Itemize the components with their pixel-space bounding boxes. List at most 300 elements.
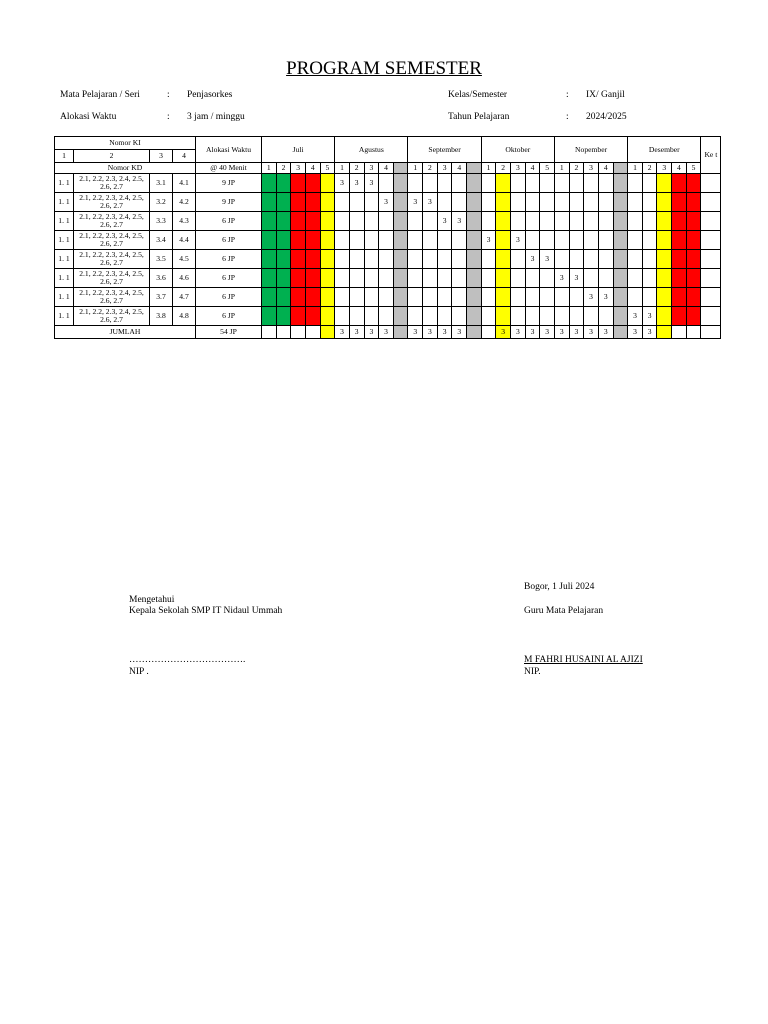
subject-label: Mata Pelajaran / Seri: [60, 90, 140, 100]
week-cell: [379, 288, 394, 307]
week-cell: [672, 250, 687, 269]
week-number: 1: [554, 163, 569, 174]
time-colon: :: [167, 112, 170, 122]
week-cell: [276, 269, 291, 288]
page-title: PROGRAM SEMESTER: [286, 58, 482, 79]
year-label: Tahun Pelajaran: [448, 112, 510, 122]
week-cell: [335, 288, 350, 307]
week-cell: [408, 231, 423, 250]
week-cell: [598, 250, 613, 269]
week-cell: [598, 231, 613, 250]
week-cell: [569, 250, 584, 269]
ki4-cell: 4.8: [173, 307, 196, 326]
week-cell: [262, 269, 277, 288]
week-cell: 3: [511, 231, 526, 250]
week-cell: [379, 231, 394, 250]
week-cell: [496, 269, 511, 288]
ki3-cell: 3.3: [150, 212, 173, 231]
week-cell: 3: [364, 174, 379, 193]
week-cell: [686, 193, 701, 212]
week-cell: [496, 250, 511, 269]
total-week-cell: [613, 326, 628, 339]
program-semester-table: [54, 136, 721, 339]
week-cell: [613, 193, 628, 212]
week-cell: [686, 250, 701, 269]
week-cell: [335, 269, 350, 288]
week-cell: [584, 193, 599, 212]
total-week-cell: 3: [335, 326, 350, 339]
jp-cell: 9 JP: [196, 193, 262, 212]
week-cell: [320, 174, 335, 193]
week-cell: [540, 174, 555, 193]
week-cell: [554, 250, 569, 269]
week-cell: 3: [335, 174, 350, 193]
ket-cell: [701, 250, 721, 269]
week-cell: [452, 193, 467, 212]
week-cell: [393, 212, 408, 231]
ki2-cell: 2.1, 2.2, 2.3, 2.4, 2.5, 2.6, 2.7: [74, 212, 150, 231]
week-cell: [672, 307, 687, 326]
week-cell: [481, 269, 496, 288]
week-cell: [569, 231, 584, 250]
week-cell: [686, 231, 701, 250]
week-cell: [379, 212, 394, 231]
month-header-2: Agustus: [335, 137, 408, 163]
week-cell: [672, 288, 687, 307]
week-cell: [525, 307, 540, 326]
total-week-cell: 3: [569, 326, 584, 339]
week-cell: [305, 212, 320, 231]
week-cell: [540, 231, 555, 250]
week-cell: [467, 193, 482, 212]
ki-col-3: 3: [150, 150, 173, 163]
week-cell: [554, 193, 569, 212]
week-cell: [481, 174, 496, 193]
week-cell: [554, 288, 569, 307]
week-cell: [672, 269, 687, 288]
principal-nip: NIP .: [129, 667, 149, 677]
jumlah-label: JUMLAH: [55, 326, 196, 339]
week-cell: [686, 174, 701, 193]
ki1-cell: 1. 1: [55, 193, 74, 212]
week-cell: [598, 174, 613, 193]
week-cell: [554, 174, 569, 193]
week-cell: [628, 288, 643, 307]
acknowledge-label: Mengetahui: [129, 595, 175, 605]
week-cell: 3: [554, 269, 569, 288]
total-week-cell: [686, 326, 701, 339]
week-number: 3: [511, 163, 526, 174]
total-week-cell: 3: [525, 326, 540, 339]
week-cell: [423, 174, 438, 193]
total-week-cell: 3: [511, 326, 526, 339]
week-cell: [525, 231, 540, 250]
week-cell: [276, 250, 291, 269]
ket-cell: [701, 193, 721, 212]
week-cell: [642, 193, 657, 212]
week-cell: [437, 269, 452, 288]
week-cell: [349, 250, 364, 269]
week-cell: [467, 269, 482, 288]
week-cell: [437, 250, 452, 269]
week-cell: [525, 212, 540, 231]
week-cell: [335, 307, 350, 326]
week-cell: [393, 288, 408, 307]
week-cell: [305, 269, 320, 288]
week-cell: [408, 250, 423, 269]
week-number: 4: [672, 163, 687, 174]
total-week-cell: [393, 326, 408, 339]
week-cell: [408, 307, 423, 326]
week-cell: [569, 307, 584, 326]
week-cell: [584, 307, 599, 326]
week-cell: [379, 269, 394, 288]
week-cell: [423, 231, 438, 250]
ki-col-2: 2: [74, 150, 150, 163]
week-cell: 3: [598, 288, 613, 307]
week-cell: [540, 307, 555, 326]
week-cell: [657, 193, 672, 212]
week-cell: [262, 193, 277, 212]
jumlah-jp: 54 JP: [196, 326, 262, 339]
table-row: [55, 193, 721, 212]
week-cell: [320, 231, 335, 250]
week-cell: [452, 250, 467, 269]
week-number: 1: [628, 163, 643, 174]
week-cell: [598, 269, 613, 288]
week-cell: [481, 193, 496, 212]
week-cell: [437, 231, 452, 250]
week-number: 4: [305, 163, 320, 174]
week-cell: [349, 288, 364, 307]
week-cell: [335, 250, 350, 269]
week-cell: [393, 231, 408, 250]
week-cell: [554, 212, 569, 231]
week-cell: [613, 212, 628, 231]
week-cell: [686, 269, 701, 288]
week-cell: [276, 231, 291, 250]
week-cell: [408, 212, 423, 231]
week-cell: [642, 231, 657, 250]
week-cell: [364, 250, 379, 269]
week-cell: [613, 269, 628, 288]
jp-cell: 6 JP: [196, 269, 262, 288]
week-cell: [584, 174, 599, 193]
week-cell: [569, 288, 584, 307]
week-number: 1: [408, 163, 423, 174]
total-week-cell: 3: [452, 326, 467, 339]
week-cell: [379, 307, 394, 326]
week-number: 4: [452, 163, 467, 174]
week-cell: [628, 231, 643, 250]
week-cell: [364, 193, 379, 212]
week-number: 2: [423, 163, 438, 174]
week-cell: [628, 174, 643, 193]
week-cell: [305, 307, 320, 326]
week-cell: [262, 250, 277, 269]
week-cell: 3: [437, 212, 452, 231]
week-cell: 3: [423, 193, 438, 212]
total-week-cell: 3: [496, 326, 511, 339]
week-cell: [349, 269, 364, 288]
week-cell: [349, 231, 364, 250]
week-cell: [496, 231, 511, 250]
week-number: 3: [584, 163, 599, 174]
week-cell: [657, 212, 672, 231]
ket-cell: [701, 307, 721, 326]
week-cell: [613, 250, 628, 269]
ki3-cell: 3.6: [150, 269, 173, 288]
week-cell: [540, 288, 555, 307]
week-cell: [276, 307, 291, 326]
week-cell: [320, 193, 335, 212]
week-cell: [423, 307, 438, 326]
week-cell: [393, 193, 408, 212]
week-number: [393, 163, 408, 174]
jp-cell: 6 JP: [196, 288, 262, 307]
total-week-cell: [262, 326, 277, 339]
week-cell: [305, 231, 320, 250]
total-week-cell: 3: [379, 326, 394, 339]
alokasi-header: Alokasi Waktu: [196, 137, 262, 163]
week-cell: [569, 174, 584, 193]
ki4-cell: 4.4: [173, 231, 196, 250]
week-cell: 3: [540, 250, 555, 269]
week-cell: [423, 212, 438, 231]
ki3-cell: 3.8: [150, 307, 173, 326]
ki2-cell: 2.1, 2.2, 2.3, 2.4, 2.5, 2.6, 2.7: [74, 174, 150, 193]
week-cell: [467, 288, 482, 307]
teacher-name: M FAHRI HUSAINI AL AJIZI: [524, 655, 643, 665]
week-cell: [467, 250, 482, 269]
week-cell: [305, 250, 320, 269]
month-header-3: September: [408, 137, 481, 163]
week-cell: 3: [584, 288, 599, 307]
ki2-cell: 2.1, 2.2, 2.3, 2.4, 2.5, 2.6, 2.7: [74, 250, 150, 269]
week-cell: [481, 250, 496, 269]
week-cell: [672, 193, 687, 212]
ki1-cell: 1. 1: [55, 269, 74, 288]
week-cell: [423, 288, 438, 307]
week-cell: [496, 307, 511, 326]
week-cell: [598, 193, 613, 212]
week-cell: [598, 307, 613, 326]
week-cell: [467, 231, 482, 250]
nomor-kd-header: Nomor KD: [55, 163, 196, 174]
week-cell: [511, 269, 526, 288]
ki-col-4: 4: [173, 150, 196, 163]
week-cell: [642, 269, 657, 288]
total-week-cell: 3: [437, 326, 452, 339]
week-cell: [584, 250, 599, 269]
week-cell: [613, 174, 628, 193]
week-number: 2: [349, 163, 364, 174]
week-number: 1: [262, 163, 277, 174]
week-cell: [598, 212, 613, 231]
week-cell: [657, 307, 672, 326]
week-cell: [393, 174, 408, 193]
week-number: 2: [569, 163, 584, 174]
week-cell: [481, 212, 496, 231]
week-cell: 3: [569, 269, 584, 288]
jp-cell: 6 JP: [196, 212, 262, 231]
year-colon: :: [566, 112, 569, 122]
month-header-5: Nopember: [554, 137, 627, 163]
week-cell: [408, 269, 423, 288]
week-cell: [437, 174, 452, 193]
week-number: 1: [481, 163, 496, 174]
week-cell: [657, 250, 672, 269]
week-number: 2: [642, 163, 657, 174]
week-number: 1: [335, 163, 350, 174]
week-cell: [584, 269, 599, 288]
total-week-cell: [657, 326, 672, 339]
week-cell: [628, 269, 643, 288]
week-cell: [276, 193, 291, 212]
ket-cell: [701, 288, 721, 307]
ki4-cell: 4.2: [173, 193, 196, 212]
week-cell: [452, 174, 467, 193]
table-row: [55, 307, 721, 326]
week-number: 3: [437, 163, 452, 174]
week-number: 4: [598, 163, 613, 174]
total-week-cell: 3: [584, 326, 599, 339]
week-cell: 3: [481, 231, 496, 250]
total-week-cell: 3: [628, 326, 643, 339]
week-cell: [379, 250, 394, 269]
week-number: 2: [496, 163, 511, 174]
week-cell: [320, 307, 335, 326]
week-cell: 3: [349, 174, 364, 193]
week-cell: [262, 174, 277, 193]
week-cell: [262, 307, 277, 326]
week-cell: [452, 288, 467, 307]
ki1-cell: 1. 1: [55, 307, 74, 326]
week-cell: [613, 231, 628, 250]
ki3-cell: 3.1: [150, 174, 173, 193]
week-cell: [584, 212, 599, 231]
teacher-nip: NIP.: [524, 667, 541, 677]
week-cell: [511, 212, 526, 231]
week-cell: [452, 269, 467, 288]
week-cell: [642, 212, 657, 231]
week-cell: [423, 269, 438, 288]
week-cell: [349, 307, 364, 326]
total-week-cell: 3: [423, 326, 438, 339]
total-week-cell: 3: [540, 326, 555, 339]
week-cell: [672, 212, 687, 231]
week-cell: [291, 307, 306, 326]
week-cell: [393, 250, 408, 269]
week-cell: [584, 231, 599, 250]
week-cell: [364, 231, 379, 250]
total-week-cell: [276, 326, 291, 339]
week-cell: [291, 231, 306, 250]
menit-header: @ 40 Menit: [196, 163, 262, 174]
jp-cell: 6 JP: [196, 250, 262, 269]
week-cell: [613, 307, 628, 326]
week-cell: [423, 250, 438, 269]
week-cell: [305, 288, 320, 307]
ki3-cell: 3.2: [150, 193, 173, 212]
ki4-cell: 4.6: [173, 269, 196, 288]
total-week-cell: [672, 326, 687, 339]
week-number: 3: [657, 163, 672, 174]
week-cell: [686, 307, 701, 326]
week-cell: [276, 212, 291, 231]
ki-col-1: 1: [55, 150, 74, 163]
week-number: 5: [320, 163, 335, 174]
week-cell: [628, 250, 643, 269]
ki3-cell: 3.4: [150, 231, 173, 250]
nomor-ki-header: Nomor KI: [55, 137, 196, 150]
week-cell: [291, 193, 306, 212]
week-cell: 3: [628, 307, 643, 326]
ki4-cell: 4.3: [173, 212, 196, 231]
week-cell: [481, 288, 496, 307]
total-week-cell: 3: [364, 326, 379, 339]
week-cell: [276, 174, 291, 193]
week-cell: [291, 269, 306, 288]
week-cell: [525, 288, 540, 307]
place-date: Bogor, 1 Juli 2024: [524, 582, 595, 592]
week-cell: [320, 212, 335, 231]
week-cell: [569, 212, 584, 231]
jp-cell: 6 JP: [196, 307, 262, 326]
total-week-cell: [305, 326, 320, 339]
week-cell: [525, 193, 540, 212]
week-cell: [320, 269, 335, 288]
week-cell: [525, 269, 540, 288]
week-cell: [349, 212, 364, 231]
week-cell: [525, 174, 540, 193]
ki2-cell: 2.1, 2.2, 2.3, 2.4, 2.5, 2.6, 2.7: [74, 288, 150, 307]
week-number: [613, 163, 628, 174]
week-cell: [569, 193, 584, 212]
week-number: 3: [364, 163, 379, 174]
table-row: [55, 250, 721, 269]
week-number: 5: [686, 163, 701, 174]
week-cell: [262, 231, 277, 250]
month-header-1: Juli: [262, 137, 335, 163]
week-cell: [364, 307, 379, 326]
week-cell: [335, 231, 350, 250]
week-cell: [452, 231, 467, 250]
week-cell: [686, 212, 701, 231]
week-cell: [452, 307, 467, 326]
ket-cell: [701, 231, 721, 250]
total-week-cell: [481, 326, 496, 339]
week-cell: [496, 193, 511, 212]
class-label: Kelas/Semester: [448, 90, 508, 100]
week-cell: [467, 212, 482, 231]
ket-cell: [701, 212, 721, 231]
week-cell: [628, 193, 643, 212]
total-week-cell: 3: [598, 326, 613, 339]
time-label: Alokasi Waktu: [60, 112, 117, 122]
week-cell: [511, 307, 526, 326]
week-cell: [335, 193, 350, 212]
week-cell: [408, 288, 423, 307]
week-cell: [262, 288, 277, 307]
week-cell: [291, 212, 306, 231]
week-cell: [364, 288, 379, 307]
week-number: 4: [379, 163, 394, 174]
table-row: [55, 231, 721, 250]
ki4-cell: 4.7: [173, 288, 196, 307]
week-cell: [481, 307, 496, 326]
table-row: [55, 212, 721, 231]
